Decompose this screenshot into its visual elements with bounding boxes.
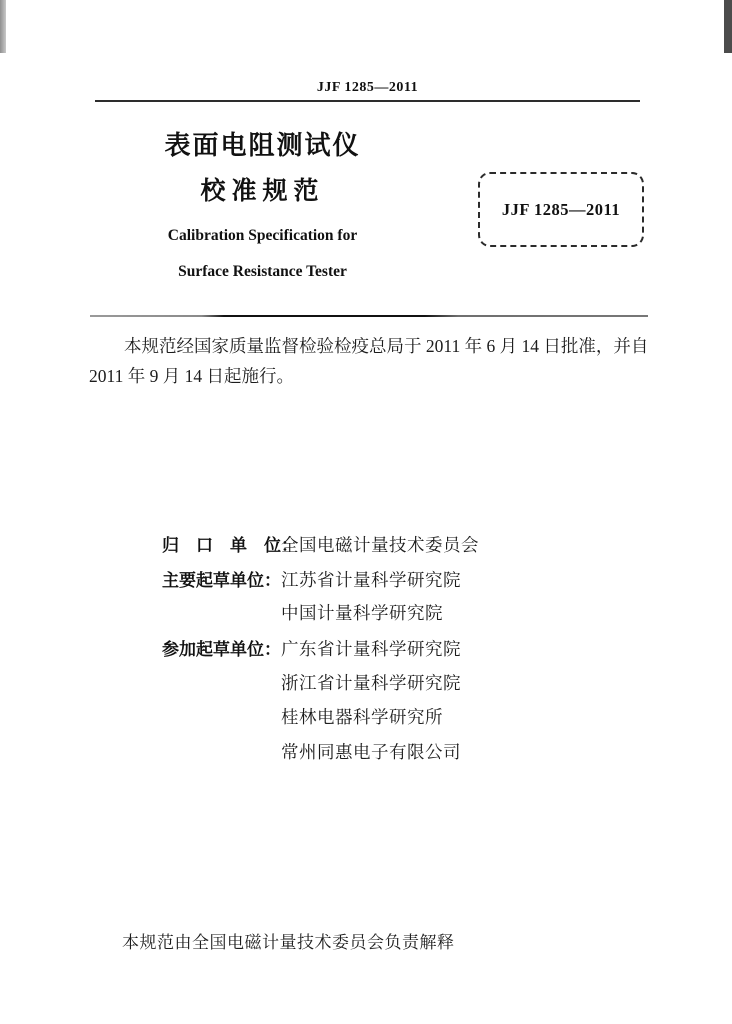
running-head-doc-number: JJF 1285—2011 [316,80,419,95]
org-label: 主要起草单位： [162,570,281,590]
organizations-block [162,531,642,774]
interpretation-note: 本规范由全国电磁计量技术委员会负责解释 [122,933,455,952]
title-chinese-line1: 表面电阻测试仪 [164,130,361,160]
header-rule [95,100,640,102]
org-value: 江苏省计量科学研究院 [281,569,461,590]
org-row [162,566,642,601]
scan-artifact-right [724,0,732,53]
org-value: 浙江省计量科学研究院 [281,672,461,693]
org-value: 桂林电器科学研究所 [281,707,443,728]
approval-line-1: 本规范经国家质量监督检验检疫总局于 2011 年 6 月 14 日批准，并自 [124,336,649,356]
title-english-line2: Surface Resistance Tester [178,262,347,280]
standard-number-badge-text: JJF 1285—2011 [501,199,621,219]
org-row [162,670,642,705]
title-block [90,132,435,279]
standard-number-badge [478,172,644,247]
org-row [162,531,642,566]
approval-line-2: 2011 年 9 月 14 日起施行。 [89,366,294,386]
approval-paragraph [89,331,649,391]
org-value: 全国电磁计量技术委员会 [281,535,479,555]
title-english-line1: Calibration Specification for [167,227,358,244]
org-label: 参加起草单位： [162,640,281,660]
org-row [162,600,642,635]
org-row [162,739,642,774]
org-value: 中国计量科学研究院 [281,603,443,624]
approval-rule [90,315,648,317]
org-row [162,635,642,670]
org-value: 常州同惠电子有限公司 [281,742,461,763]
title-chinese-line2: 校准规范 [200,177,325,205]
org-row [162,704,642,739]
org-value: 广东省计量科学研究院 [281,639,461,660]
org-label: 归 口 单 位： [162,536,298,555]
scan-artifact-left [0,0,6,53]
